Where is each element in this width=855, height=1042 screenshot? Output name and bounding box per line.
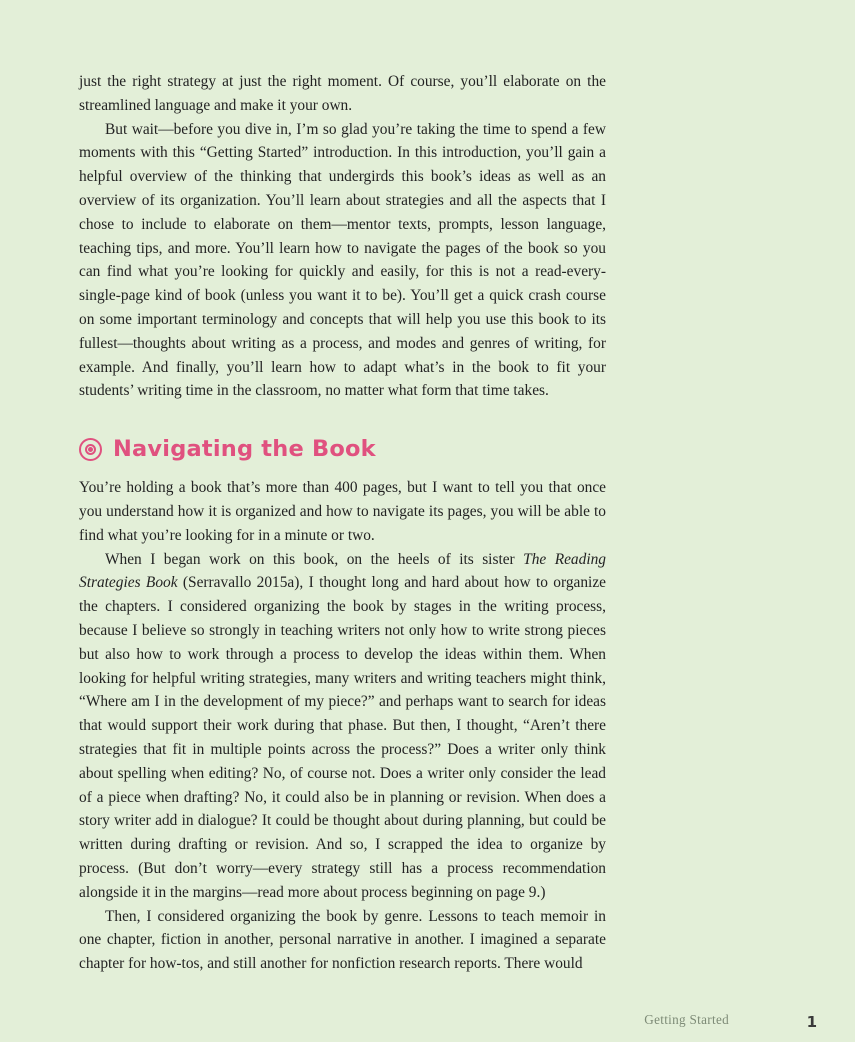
- page-body: [79, 70, 606, 976]
- target-icon: [79, 438, 102, 461]
- footer-section-label: Getting Started: [644, 1012, 729, 1027]
- paragraph-navigating-2-part1: When I began work on this book, on the heels of its sister: [105, 550, 524, 568]
- paragraph-navigating-1: You’re holding a book that’s more than 400 pages, but I want to tell you that once you understand how it is organized and how to navigate its pages, you will be able to find what you’re looking for in a minute or two.: [79, 479, 606, 544]
- section-heading: [79, 436, 606, 462]
- section-heading-label: Navigating the Book: [113, 436, 376, 463]
- paragraph-navigating-2: [79, 548, 606, 905]
- paragraph-but-wait: But wait—before you dive in, I’m so glad you’re taking the time to spend a few moments with this “Getting Started” introduction. In this introduction, you’ll gain a helpful overview of the thinking that undergirds this book’s ideas as well as an overview of its organization. You’ll learn about strategies and all the aspects that I chose to include to elaborate on them—mentor texts, prompts, lesson language, teaching tips, and more. You’ll learn how to navigate the pages of the book so you can find what you’re looking for quickly and easily, for this is not a read-every-single-page kind of book (unless you want it to be). You’ll get a quick crash course on some important terminology and concepts that will help you use this book to its fullest—thoughts about writing as a process, and modes and genres of writing, for example. And finally, you’ll learn how to adapt what’s in the book to fit your students’ writing time in the classroom, no matter what form that time takes.: [79, 120, 606, 400]
- book-title-italic: The Reading Strategies Book: [79, 550, 606, 592]
- footer-page-number: 1: [806, 1013, 817, 1031]
- paragraph-continued: just the right strategy at just the right moment. Of course, you’ll elaborate on the streamlined language and make it your own.: [79, 73, 606, 114]
- paragraph-navigating-2-part2: (Serravallo 2015a), I thought long and hard about how to organize the chapters. I considered organizing the book by stages in the writing process, because I believe so strongly in teaching writers not only how to write strong pieces but also how to work through a process to develop the ideas within them. When looking for helpful writing strategies, many writers and writing teachers might think, “Where am I in the development of my piece?” and perhaps want to search for ideas that would support their work during that phase. But then, I thought, “Aren’t there strategies that fit in multiple points across the process?” Does a writer only think about spelling when editing? No, of course not. Does a writer only consider the lead of a piece when drafting? No, it could also be in planning or revision. When does a story writer add in dialogue? It could be thought about during planning, but could be written during drafting or revision. And so, I scrapped the idea to organize by process. (But don’t worry—every strategy still has a process recommendation alongside it in the margins—read more about process beginning on page 9.): [79, 574, 606, 901]
- paragraph-navigating-3: Then, I considered organizing the book by genre. Lessons to teach memoir in one chapter, fiction in another, personal narrative in another. I imagined a separate chapter for how-tos, and still another for nonfiction research reports. There would: [79, 907, 606, 973]
- page-footer: [79, 1006, 817, 1031]
